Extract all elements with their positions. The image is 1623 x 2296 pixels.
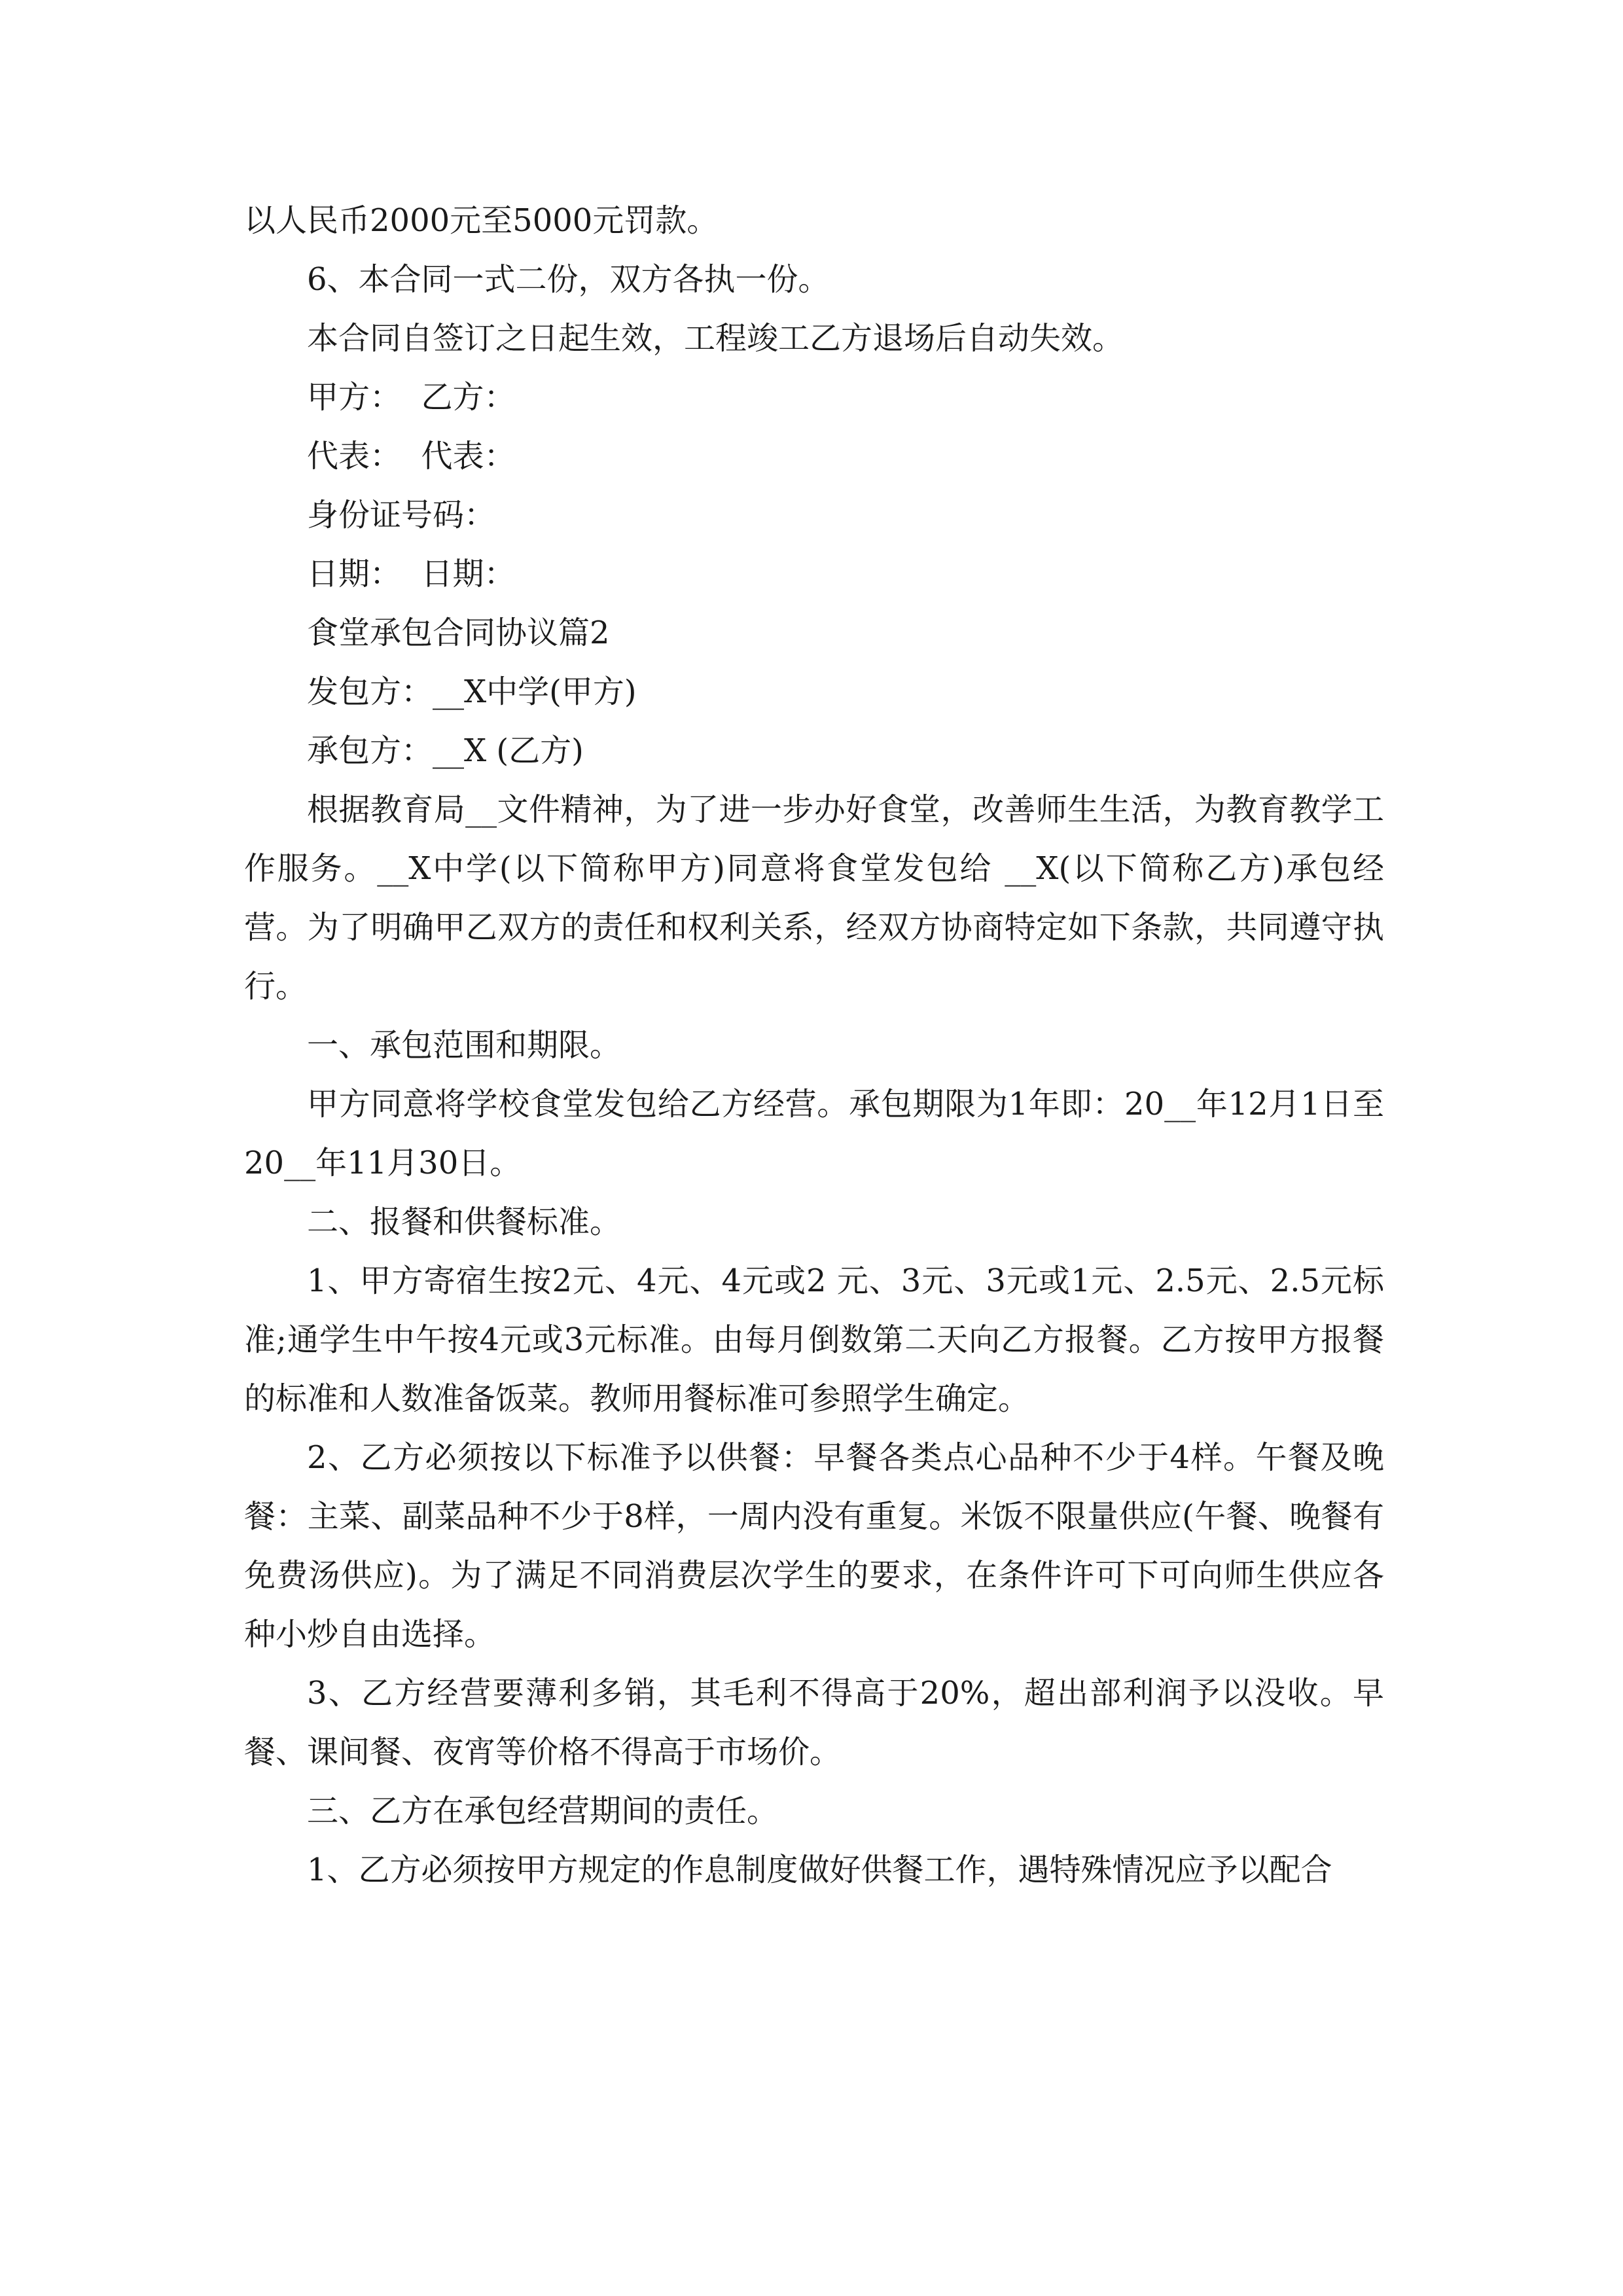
heading-meal-standards: 二、报餐和供餐标准。 bbox=[307, 1204, 622, 1240]
duty-clause-1: 1、乙方必须按甲方规定的作息制度做好供餐工作，遇特殊情况应予以配合 bbox=[307, 1852, 1332, 1888]
scope-paragraph: 甲方同意将学校食堂发包给乙方经营。承包期限为1年即：20__年12月1日至20__年11月30日。 bbox=[244, 1086, 1384, 1181]
contractor-receiver: 承包方：__X (乙方) bbox=[307, 732, 584, 769]
clause-6: 6、本合同一式二份，双方各执一份。 bbox=[307, 261, 830, 298]
meal-clause-2: 2、乙方必须按以下标准予以供餐：早餐各类点心品种不少于4样。午餐及晚餐：主菜、副菜品种不少于8样，一周内没有重复。米饭不限量供应(午餐、晚餐有免费汤供应)。为了满足不同消费层次学生的要求，在条件许可下可向师生供应各种小炒自由选择。 bbox=[244, 1439, 1384, 1653]
meal-clause-1: 1、甲方寄宿生按2元、4元、4元或2 元、3元、3元或1元、2.5元、2.5元标准;通学生中午按4元或3元标准。由每月倒数第二天向乙方报餐。乙方按甲方报餐的标准和人数准备饭菜。教师用餐标准可参照学生确定。 bbox=[244, 1263, 1384, 1417]
paragraph-penalty-continuation: 以人民币2000元至5000元罚款。 bbox=[244, 202, 719, 239]
meal-clause-3: 3、乙方经营要薄利多销，其毛利不得高于20%，超出部利润予以没收。早餐、课间餐、夜宵等价格不得高于市场价。 bbox=[244, 1675, 1384, 1770]
contractor-issuer: 发包方：__X中学(甲方) bbox=[307, 673, 637, 710]
heading-scope-and-term: 一、承包范围和期限。 bbox=[307, 1027, 622, 1064]
preamble-paragraph: 根据教育局__文件精神，为了进一步办好食堂，改善师生生活，为教育教学工作服务。__X中学(以下简称甲方)同意将食堂发包给 __X(以下简称乙方)承包经营。为了明确甲乙双方的责任和权利关系，经双方协商特定如下条款，共同遵守执行。 bbox=[244, 791, 1384, 1005]
effective-clause: 本合同自签订之日起生效，工程竣工乙方退场后自动失效。 bbox=[307, 320, 1124, 357]
signature-id-number: 身份证号码： bbox=[307, 497, 496, 533]
heading-party-b-duties: 三、乙方在承包经营期间的责任。 bbox=[307, 1793, 779, 1829]
signature-dates: 日期： 日期： bbox=[307, 556, 516, 592]
document-body bbox=[244, 191, 1384, 1899]
section-title: 食堂承包合同协议篇2 bbox=[307, 615, 610, 651]
signature-representatives: 代表： 代表： bbox=[307, 438, 516, 475]
signature-parties: 甲方： 乙方： bbox=[307, 379, 516, 416]
